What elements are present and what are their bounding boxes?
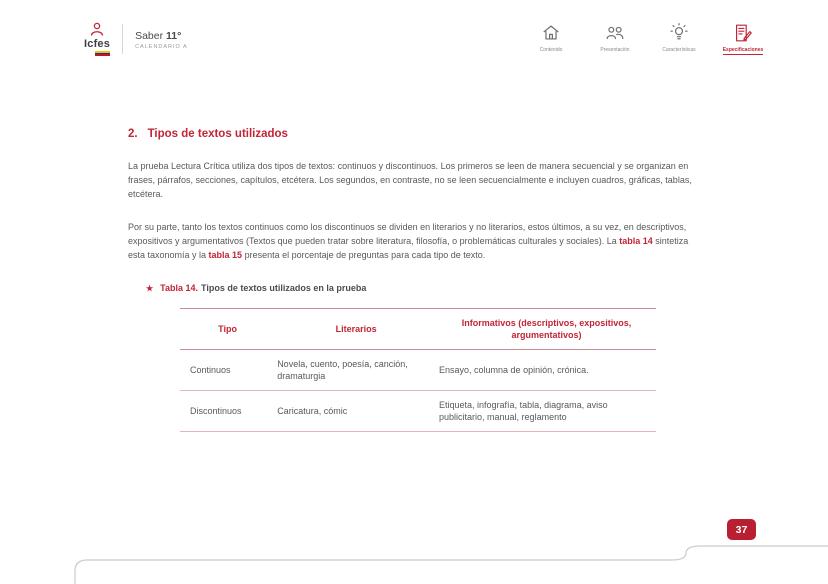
icfes-logo	[84, 22, 110, 56]
section-number: 2.	[128, 127, 138, 140]
paragraph-2-text: sintetiza esta taxonomía y la	[128, 235, 689, 260]
nav-label: Presentación	[600, 47, 630, 53]
cell-informativos: Etiqueta, infografía, tabla, diagrama, aviso publicitario, manual, reglamento	[437, 390, 656, 431]
doc-subtitle: CALENDARIO A	[135, 43, 188, 50]
lightbulb-icon	[668, 22, 690, 44]
nav-item-especificaciones[interactable]	[716, 22, 770, 55]
page-number-badge: 37	[727, 519, 756, 540]
table-row	[180, 349, 656, 390]
table-header-row	[180, 308, 656, 349]
section-title-text: Tipos de textos utilizados	[147, 127, 288, 140]
table-caption-label: Tabla 14.	[160, 282, 199, 293]
home-icon	[540, 22, 562, 44]
section-title	[128, 128, 700, 140]
people-icon	[604, 22, 626, 44]
column-header-literarios: Literarios	[275, 308, 437, 349]
brand-divider	[122, 24, 123, 54]
table-caption	[146, 283, 700, 293]
table-row	[180, 390, 656, 431]
star-icon: ★	[146, 283, 154, 293]
paragraph-1: La prueba Lectura Crítica utiliza dos tipos de textos: continuos y discontinuos. Los primeros se leen de manera secuencial y se organizan en frases, párrafos, secciones, capítulos, etcétera. Los segundos, en contraste, no se leen secuencialmente e incluyen cuadros, gráficas, tablas, etcétera.	[128, 160, 692, 199]
ref-tabla-14[interactable]: tabla 14	[619, 235, 653, 246]
ref-tabla-15[interactable]: tabla 15	[208, 249, 243, 260]
paragraph-2-text: Por su parte, tanto los textos continuos como los discontinuos se dividen en literarios y no literarios, estos últimos, a su vez, en descriptivos, expositivos y argumentativos (Textos que pueden tratar sobre literatura, filosofía, o problemáticas culturales y sociales). La	[128, 221, 687, 246]
logo-text: Icfes	[84, 38, 111, 50]
nav-label: Contenido	[539, 47, 563, 53]
cell-literarios: Caricatura, cómic	[275, 390, 437, 431]
header	[0, 0, 828, 56]
paragraph-2-text: presenta el porcentaje de preguntas para cada tipo de texto.	[242, 249, 486, 260]
doc-title-bold: 11°	[166, 29, 182, 42]
column-header-informativos: Informativos (descriptivos, expositivos, argumentativos)	[437, 308, 656, 349]
nav-item-presentacion[interactable]	[588, 22, 642, 55]
title-block	[135, 28, 188, 50]
cell-tipo: Discontinuos	[180, 390, 275, 431]
bottom-border-curve	[0, 524, 828, 584]
icfes-emblem-icon	[89, 22, 105, 37]
main-content	[0, 128, 828, 432]
cell-literarios: Novela, cuento, poesía, canción, dramaturgia	[275, 349, 437, 390]
column-header-tipo: Tipo	[180, 308, 275, 349]
cell-tipo: Continuos	[180, 349, 275, 390]
colombia-flag-icon	[95, 51, 110, 56]
nav-label: Especificaciones	[722, 47, 764, 53]
document-pencil-icon	[732, 22, 754, 44]
doc-title	[135, 30, 188, 42]
nav-item-contenido[interactable]	[524, 22, 578, 55]
nav-label: Características	[662, 47, 696, 53]
cell-informativos: Ensayo, columna de opinión, crónica.	[437, 349, 656, 390]
brand	[84, 22, 188, 56]
paragraph-2	[128, 220, 700, 262]
table-caption-text: Tipos de textos utilizados en la prueba	[201, 282, 367, 293]
doc-title-prefix: Saber	[135, 29, 167, 42]
table-14	[180, 308, 656, 432]
nav-item-caracteristicas[interactable]	[652, 22, 706, 55]
top-nav	[524, 22, 770, 55]
